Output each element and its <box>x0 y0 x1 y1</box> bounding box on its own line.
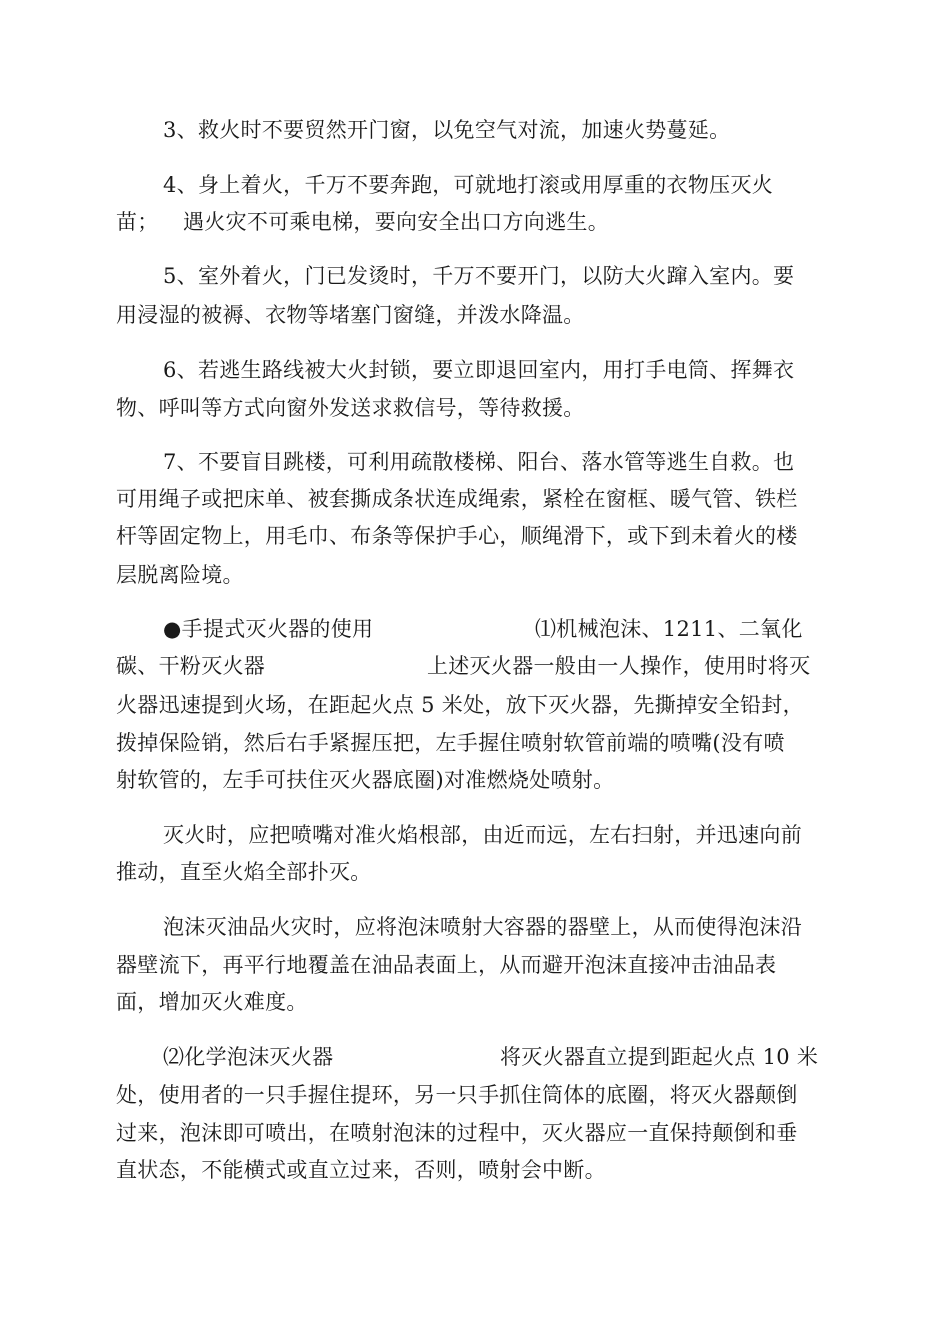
chemical-foam-paragraph-continued <box>0 1080 950 1110</box>
text-line: 器壁流下，再平行地覆盖在油品表面上，从而避开泡沫直接冲击油品表 <box>116 953 777 977</box>
text-line: 杆等固定物上，用毛巾、布条等保护手心，顺绳滑下，或下到未着火的楼 <box>116 524 798 548</box>
text-line: ⑵化学泡沫灭火器 <box>163 1045 334 1069</box>
aim-paragraph-continued <box>0 857 950 887</box>
text-line: 射软管的，左手可扶住灭火器底圈)对准燃烧处喷射。 <box>116 768 615 792</box>
paragraph-7 <box>0 447 950 477</box>
extinguisher-heading <box>0 614 950 644</box>
text-line: 3、救火时不要贸然开门窗，以免空气对流，加速火势蔓延。 <box>163 118 731 142</box>
paragraph-6-continued <box>0 393 950 423</box>
text-line: 5、室外着火，门已发烫时，千万不要开门，以防大火蹿入室内。要 <box>163 264 795 288</box>
paragraph-4 <box>0 170 950 200</box>
text-line: 推动，直至火焰全部扑灭。 <box>116 860 372 884</box>
text-line: 灭火时，应把喷嘴对准火焰根部，由近而远，左右扫射，并迅速向前 <box>163 823 802 847</box>
text-line: 层脱离险境。 <box>116 563 244 587</box>
text-line: 遇火灾不可乘电梯，要向安全出口方向逃生。 <box>183 210 609 234</box>
chemical-foam-paragraph-continued <box>0 1155 950 1185</box>
extinguisher-continued <box>0 765 950 795</box>
section-heading: ●手提式灭火器的使用 <box>163 617 374 641</box>
text-line: 可用绳子或把床单、被套撕成条状连成绳索，紧栓在窗框、暖气管、铁栏 <box>116 487 798 511</box>
paragraph-7-continued <box>0 521 950 551</box>
text-line: 处，使用者的一只手握住提环，另一只手抓住筒体的底圈，将灭火器颠倒 <box>116 1083 798 1107</box>
text-line: 用浸湿的被褥、衣物等堵塞门窗缝，并泼水降温。 <box>116 303 585 327</box>
text-line: 拨掉保险销，然后右手紧握压把，左手握住喷射软管前端的喷嘴(没有喷 <box>116 731 785 755</box>
paragraph-6 <box>0 355 950 385</box>
text-line: 面，增加灭火难度。 <box>116 990 308 1014</box>
foam-oil-paragraph <box>0 912 950 942</box>
extinguisher-continued <box>0 728 950 758</box>
text-line: 6、若逃生路线被大火封锁，要立即退回室内，用打手电筒、挥舞衣 <box>163 358 795 382</box>
foam-oil-paragraph-continued <box>0 987 950 1017</box>
text-line: ⑴机械泡沫、1211、二氧化 <box>535 617 803 641</box>
text-line: 物、呼叫等方式向窗外发送求救信号，等待救援。 <box>116 396 585 420</box>
chemical-foam-paragraph-continued <box>0 1118 950 1148</box>
text-line: 火器迅速提到火场，在距起火点 5 米处，放下灭火器，先撕掉安全铅封， <box>116 693 804 717</box>
foam-oil-paragraph-continued <box>0 950 950 980</box>
text-line: 上述灭火器一般由一人操作，使用时将灭 <box>427 654 811 678</box>
paragraph-5 <box>0 261 950 291</box>
extinguisher-continued <box>0 690 950 720</box>
text-line: 4、身上着火，千万不要奔跑，可就地打滚或用厚重的衣物压灭火 <box>163 173 774 197</box>
paragraph-7-continued <box>0 560 950 590</box>
text-line: 直状态，不能横式或直立过来，否则，喷射会中断。 <box>116 1158 606 1182</box>
text-line: 将灭火器直立提到距起火点 10 米 <box>500 1045 819 1069</box>
text-line: 泡沫灭油品火灾时，应将泡沫喷射大容器的器壁上，从而使得泡沫沿 <box>163 915 802 939</box>
paragraph-3 <box>0 115 950 145</box>
text-line: 7、不要盲目跳楼，可利用疏散楼梯、阳台、落水管等逃生自救。也 <box>163 450 795 474</box>
aim-paragraph <box>0 820 950 850</box>
paragraph-5-continued <box>0 300 950 330</box>
extinguisher-continued <box>0 651 950 681</box>
paragraph-4-continued <box>0 207 950 237</box>
paragraph-7-continued <box>0 484 950 514</box>
text-line: 过来，泡沫即可喷出，在喷射泡沫的过程中，灭火器应一直保持颠倒和垂 <box>116 1121 798 1145</box>
chemical-foam-paragraph <box>0 1042 950 1072</box>
text-line: 苗； <box>116 210 159 234</box>
text-line: 碳、干粉灭火器 <box>116 654 266 678</box>
